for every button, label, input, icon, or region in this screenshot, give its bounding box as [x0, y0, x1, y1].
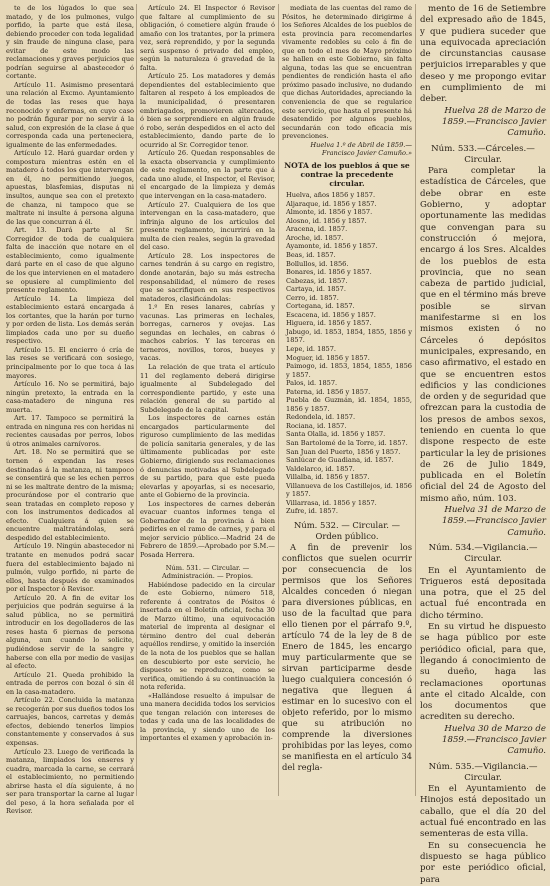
list-item: Lepe, id. 1857. — [286, 345, 336, 354]
list-item: Sanlúcar de Guadiana, id. 1857. — [286, 456, 394, 465]
paragraph: Artículo 28. Los inspectores de carnes tendrán á su cargo en registro, donde anotarán, bajo su más estrecha responsabilidad, el número de reses que se sacrifiquen en sus respectivos mataderos, clasificándolas: — [140, 251, 275, 303]
column-divider — [136, 4, 137, 796]
list-item: Aracena, id. 1857. — [286, 225, 348, 234]
section-heading: Núm. 531. — Circular. — Administración. — Propios. — [161, 563, 254, 581]
list-item: Beas, id. 1857. — [286, 251, 336, 259]
signature: Huelva 31 de Marzo de 1859.—Francisco Javier Camuño. — [442, 505, 546, 538]
section-heading: Núm. 533.—Cárceles.—Circular. — [431, 143, 535, 165]
list-item: Alosno, id. 1856 y 1857. — [286, 216, 367, 225]
paragraph: Artículo 20. A fin de evitar los perjuicios que podrán seguirse á la salud pública, no se permitirá introducir en los degolladeros de las reses hasta 6 piernas de persona alguna, aun cuando lo solicite, pudiéndose servir de la sangre y haberse con ella por medio de vasijas al efecto. — [6, 593, 134, 671]
list-item: Cabezas, id. 1857. — [286, 276, 348, 285]
column-2 — [140, 4, 275, 796]
paragraph: Artículo 16. No se permitirá, bajo ningún pretexto, la entrada en la casa-matadero de ninguna res muerta. — [6, 380, 134, 414]
paragraph: Para completar la estadística de Cárceles, que debe obrar en este Gobierno, y adoptar oportunamente las medidas que convengan para su construcción ó mejora, encargo á los Sres. Alcaldes de los pueblos de esta provincia, que no sean cabeza de partido judicial, que en el término más breve posible se sirvan manifestarme si en los mismos existen ó no Cárceles ó depósitos municipales, expresando, en caso afirmativo, el estado en que se encuentren estos edificios y las condiciones de orden y de seguridad que ofrezcan para la custodia de los presos de ambos sexos, teniendo en cuenta lo que dispone respecto de este particular la ley de prisiones de 26 de Julio 1849, publicada en el Boletín oficial del 24 de Agosto del mismo año, núm. 103. — [420, 166, 546, 504]
list-item: Paimogo, id. 1853, 1854, 1855, 1856 y 1857. — [286, 362, 412, 379]
list-item: Rociana, id. 1857. — [286, 421, 347, 430]
list-item: Jabugo, id. 1853, 1854, 1855, 1856 y 1857. — [286, 327, 412, 345]
paragraph: Los inspectores de carnes deberán evacuar cuantos informes tenga el Gobernador de la provincia á bien pedirles en el ramo de carnes, y para el mejor servicio público.—Madrid 24 de Febrero de 1859.—Aprobado por S.M.—Posada Herrera. — [140, 499, 275, 559]
list-item: Paterna, id. 1856 y 1857. — [286, 387, 371, 396]
list-item: Puebla de Guzmán, id. 1854, 1855, 1856 y 1857. — [286, 396, 412, 413]
paragraph: Artículo 24. El Inspector ó Revisor que faltare al cumplimiento de su obligación, ó cometiere algún fraude ó amaño con los tratantes, por la primera vez, será reprendido, y por la segunda será suspenso ó privado del empleo, según la naturaleza ó gravedad de la falta. — [140, 4, 275, 72]
list-item: Huelva, años 1856 y 1857. — [286, 191, 376, 200]
paragraph: Artículo 11. Asimismo presentará una relación al Excmo. Ayuntamiento de todas las reses que haya reconocido y enfermas, en cuyo caso no podrán figurar por no servir á la salud, con expresión de la clase á que corresponda cada una perteneciera, igualmente de las enfermedades. — [6, 80, 134, 149]
towns-list — [282, 191, 412, 516]
paragraph: Artículo 14. La limpieza del establecimiento estará encargada á los cortantes, que la harán por turno y por orden de lista. Los demás serán limpiados cada uno por su dueño respectivo. — [6, 294, 134, 346]
paragraph: 1.º En reses lanares, cabrías y vacunas. Las primeras en lechales, borregas, carneros y ovejas. Las segundas en lechales, en cabras ó machos cabríos. Y las terceras en terneros, novillos, toros, bueyes y vacas. — [140, 303, 275, 363]
list-item: Cortegana, id. 1857. — [286, 302, 355, 311]
paragraph: Artículo 23. Luego de verificada la matanza, limpiados los enseres y cuadra, marcada la carne, se cerrará el establecimiento, no permitiendo abrirse hasta el día siguiente, á no ser para transportar la carne al lugar del peso, á la hora señalada por el Revisor. — [6, 747, 134, 816]
list-item: Bonares, id. 1856 y 1857. — [286, 268, 372, 277]
section-heading: Núm. 535.—Vigilancia.—Circular. — [428, 761, 538, 783]
list-item: Palos, id. 1857. — [286, 379, 338, 388]
list-item: Santa Olalla, id. 1856 y 1857. — [286, 430, 386, 439]
list-item: San Juan del Puerto, 1856 y 1857. — [286, 447, 401, 456]
paragraph: Los inspectores de carnes están encargados particularmente del riguroso cumplimiento de las medidas de policía sanitaria generales, y de las últimamente publicadas por este Gobierno, dirigiendo sus reclamaciones ó denuncias motivadas al Subdelegado de su partido, para que este pueda elevarlas y apoyarlas, si es necesario, ante el Gobierno de la provincia. — [140, 414, 275, 500]
column-divider — [278, 4, 279, 796]
list-item: Villalba, id. 1856 y 1857. — [286, 473, 370, 482]
list-item: Bollullos, id. 1856. — [286, 259, 349, 268]
list-item: Zufre, id. 1857. — [286, 507, 338, 516]
column-divider — [415, 4, 416, 796]
list-item: Higuera, id. 1856 y 1857. — [286, 319, 372, 328]
paragraph: A fin de prevenir los conflictos que suelen ocurrir por consecuencia de los permisos que los Señores Alcaldes conceden ó niegan para diversiones públicas, en uso de la facultad que para ello tienen por el párrafo 9.º, artículo 74 de la ley de 8 de Enero de 1845, les encargo muy particularmente que se sirvan participarme desde luego cualquiera concesión ó negativa que lleguen á estimar en lo sucesivo con el objeto referido, por lo mismo que su atribución no comprende la diversiones prohibidas por las leyes, como se manifiesta en el artículo 34 del regla- — [282, 541, 412, 772]
column-3 — [282, 4, 412, 796]
paragraph: En el Ayuntamiento de Hinojos está depositado un caballo, que el día 20 del actual fué encontrado en las sementeras de esta villa. — [420, 784, 546, 840]
section-heading: Núm. 534.—Vigilancia.—Circular. — [428, 542, 538, 565]
paragraph: Artículo 19. Ningún abastecedor ni tratante en menudos podrá sacar fuera del establecimiento bajado ni pulmón, vulgo porfido, ni parte de ellos, hasta después de examinados por el Inspector ó Revisor. — [6, 542, 134, 594]
paragraph: En su virtud he dispuesto se haga público por este periódico oficial, para que, llegando á conocimiento de su dueño, haga las reclamaciones oportunas ante el citado Alcalde, con los documentos que acrediten su derecho. — [420, 622, 546, 723]
list-item: Valdelarco, id. 1857. — [286, 464, 355, 473]
paragraph: mediata de las cuentas del ramo de Pósitos, he determinado dirigirme á los Señores Alcaldes de los pueblos de esta provincia para recomendarles vivamente redobles su celo á fin de que en todo el mes de Mayo próximo se hallen en este Gobierno, sin falta alguna, todas las que se encuentran pendientes de rendición hasta el año próximo pasado inclusive, no dudando que dichas Autoridades, apreciando la conveniencia de que se regularice este servicio, que hasta el presente há desatendido por algunos pueblos, secundarán con todo eficacia mis prevenciones. — [282, 4, 412, 141]
paragraph: Artículo 26. Quedan responsables de la exacta observancia y cumplimiento de este reglamento, en la parte que á cada uno alude, el Inspector, el Revisor, el encargado de la limpieza y demás que intervengan en la casa-matadero. — [140, 149, 275, 201]
list-item: Cartaya, id. 1857. — [286, 285, 346, 294]
paragraph: te de los lúgados lo que sea matado, y de los pulmones, vulgo porfido, la parte que está ilesa, debiendo proceder con toda legalidad y sin fraude de ninguna clase, para evitar de este modo las reclamaciones y graves perjuicios que podrían seguirse al abastecedor ó cortante. — [6, 4, 134, 81]
list-item: Cerro, id. 1857. — [286, 293, 339, 302]
paragraph: Habiéndose padecido en la circular de este Gobierno, número 518, referente á contratos de Pósitos é insertada en el Boletín oficial, fecha 30 de Marzo último, una equivocación material de imprenta al designar el término dentro del cual deberán aquéllos rendirse, y omitido la inserción de la nota de los pueblos que se hallan en descubierto por este servicio, he dispuesto se reproduzca, como se verifica, omitiendo á su continuación la nota referida. — [140, 580, 275, 692]
paragraph: Artículo 27. Cualquiera de los que intervengan en la casa-matadero, que infrinja alguno de los artículos del presente reglamento, incurrirá en la multa de cien reales, según la gravedad del caso. — [140, 200, 275, 252]
paragraph: Artículo 15. El encierro ó cría de las reses se verificará con sosiego, principalmente por lo que toca á las mayores. — [6, 345, 134, 380]
paragraph: Art. 13. Dará parte al Sr. Corregidor de toda de cualquiera falta de inacción que notare en el establecimiento, como igualmente dará parte en el caso de que alguno de los que intervienen en el matadero se opusiere al cumplimiento del presente reglamento. — [6, 226, 134, 295]
paragraph: Artículo 22. Concluida la matanza se recogerán por sus dueños todos los carruajes, bancos, carretas y demás efectos, debiendo tenerlos limpios constantemente y conservados á sus expensas. — [6, 696, 135, 748]
paragraph: mento de 16 de Setiembre del expresado año de 1845, y que pudiera suceder que una equivocada apreciación de circunstancias causase perjuicios irreparables y que deseo y me propongo evitar en cumplimiento de mi deber. — [420, 4, 546, 105]
list-item: Villarrasa, id. 1856 y 1857. — [286, 498, 377, 507]
list-item: Almonte, id. 1856 y 1857. — [286, 208, 373, 217]
list-item: Ayamonte, id. 1856 y 1857. — [286, 242, 378, 251]
column-4 — [420, 4, 546, 885]
paragraph: Art. 18. No se permitirá que se tornen ó expendan las reses destinadas á la matanza, ni tampoco se consentirá que se les echen perros ni se les maltrate dentro de la misma; procurándose por el contrario que sean tratadas en completo reposo y con los instrumentos dedicados al efecto. Cualquiera á quien se encuentre maltratándolas, será despedido del establecimiento. — [6, 448, 134, 542]
paragraph: «Hallándose resuelto á impulsar de una manera decidida todos los servicios que tengan relación con intereses de todas y cada una de las localidades de la provincia, y siendo uno de los importantes el examen y aprobación in- — [140, 691, 275, 743]
signature: Huelva 28 de Marzo de 1859.—Francisco Javier Camuño. — [442, 105, 546, 139]
paragraph: Artículo 12. Hará guardar orden y compostura mientras estén en el matadero á todos los que intervengan en él, no permitiendo juegos, apuestas, blasfemias, disputas ni insultos, aunque sea con el pretexto de chanza, ni tampoco que se maltrate ni insulte á persona alguna de las que concurran á él. — [6, 149, 134, 226]
paragraph: En su consecuencia he dispuesto se haga público por este periódico oficial, para — [420, 840, 546, 885]
list-item: Villanueva de los Castillejos, id. 1856 y 1857. — [286, 481, 412, 499]
paragraph: La relación de que trata el artículo 11 del reglamento deberá dirigirse igualmente al Subdelegado del correspondiente partido, y este una relación general de su partido al Subdelegado de la capital. — [140, 362, 275, 414]
list-item: Aljaraque, id. 1856 y 1857. — [286, 199, 377, 208]
list-item: Redondela, id. 1857. — [286, 413, 356, 422]
signature: Huelva 1.º de Abril de 1859.—Francisco Javier Camuño.» — [310, 140, 412, 158]
list-item: Aroche, id. 1857. — [286, 233, 344, 242]
paragraph: Artículo 21. Queda prohibido la entrada de perros con bozal ó sin él en la casa-matadero. — [6, 670, 134, 696]
list-item: Moguer, id. 1856 y 1857. — [286, 353, 370, 362]
signature: Huelva 30 de Marzo de 1859.—Francisco Javier Camuño. — [442, 723, 546, 757]
list-item: San Bartolomé de la Torre, id. 1857. — [286, 439, 408, 448]
paragraph: Artículo 25. Los matadores y demás dependientes del establecimiento que faltaren al respeto á los empleados de la municipalidad, ó presentaren embriagados, promovieren altercados, ó bien se sorprendiere en algún fraude ó robo, serán despedidos en el acto del establecimiento, dando parte de lo ocurrido al Sr. Corregidor tenor. — [140, 72, 275, 149]
section-heading: Núm. 532. — Circular. — Orden público. — [294, 519, 400, 541]
column-1 — [6, 4, 135, 816]
paragraph: Art. 17. Tampoco se permitirá la entrada en ninguna res con heridas ni recientes causadas por perros, lobos ú otros animales carnívoros. — [6, 414, 134, 448]
section-heading: NOTA de los pueblos á que se contrae la precedente circular. — [284, 160, 410, 189]
list-item: Escacena, id. 1856 y 1857. — [286, 310, 376, 319]
paragraph: En el Ayuntamiento de Trigueros está depositada una potra, que el 25 del actual fué encontrada en dicho término. — [420, 565, 546, 621]
